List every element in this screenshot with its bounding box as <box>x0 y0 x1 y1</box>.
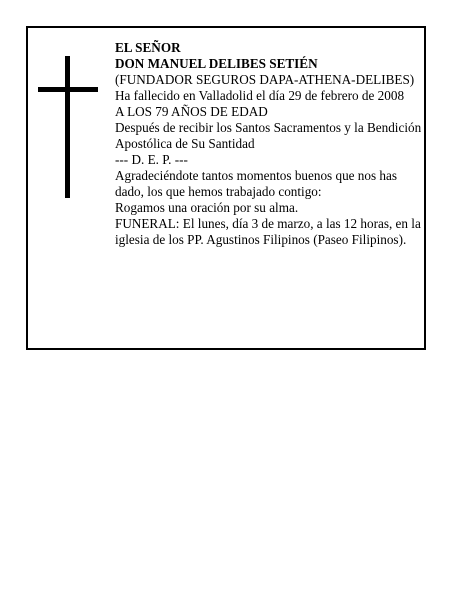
affiliation: (FUNDADOR SEGUROS DAPA-ATHENA-DELIBES) <box>115 72 415 87</box>
cross-icon <box>38 56 98 198</box>
death-info: Ha fallecido en Valladolid el día 29 de febrero de 2008 <box>115 88 405 103</box>
notice-text <box>115 40 423 248</box>
prayer: Rogamos una oración por su alma. <box>115 200 299 215</box>
deceased-name: DON MANUEL DELIBES SETIÉN <box>115 56 318 71</box>
age: A LOS 79 AÑOS DE EDAD <box>115 104 268 119</box>
obituary-notice <box>26 26 426 350</box>
cross-horizontal-bar <box>38 87 98 92</box>
sacraments: Después de recibir los Santos Sacramentos y la Bendición Apostólica de Su Santidad <box>115 120 422 151</box>
thanks: Agradeciéndote tantos momentos buenos que nos has dado, los que hemos trabajado contigo: <box>115 168 398 199</box>
funeral-info: FUNERAL: El lunes, día 3 de marzo, a las 12 horas, en la iglesia de los PP. Agustinos Filipinos (Paseo Filipinos). <box>115 216 421 247</box>
title-line: EL SEÑOR <box>115 40 181 55</box>
rip: --- D. E. P. --- <box>115 152 188 167</box>
cross-vertical-bar <box>65 56 70 198</box>
